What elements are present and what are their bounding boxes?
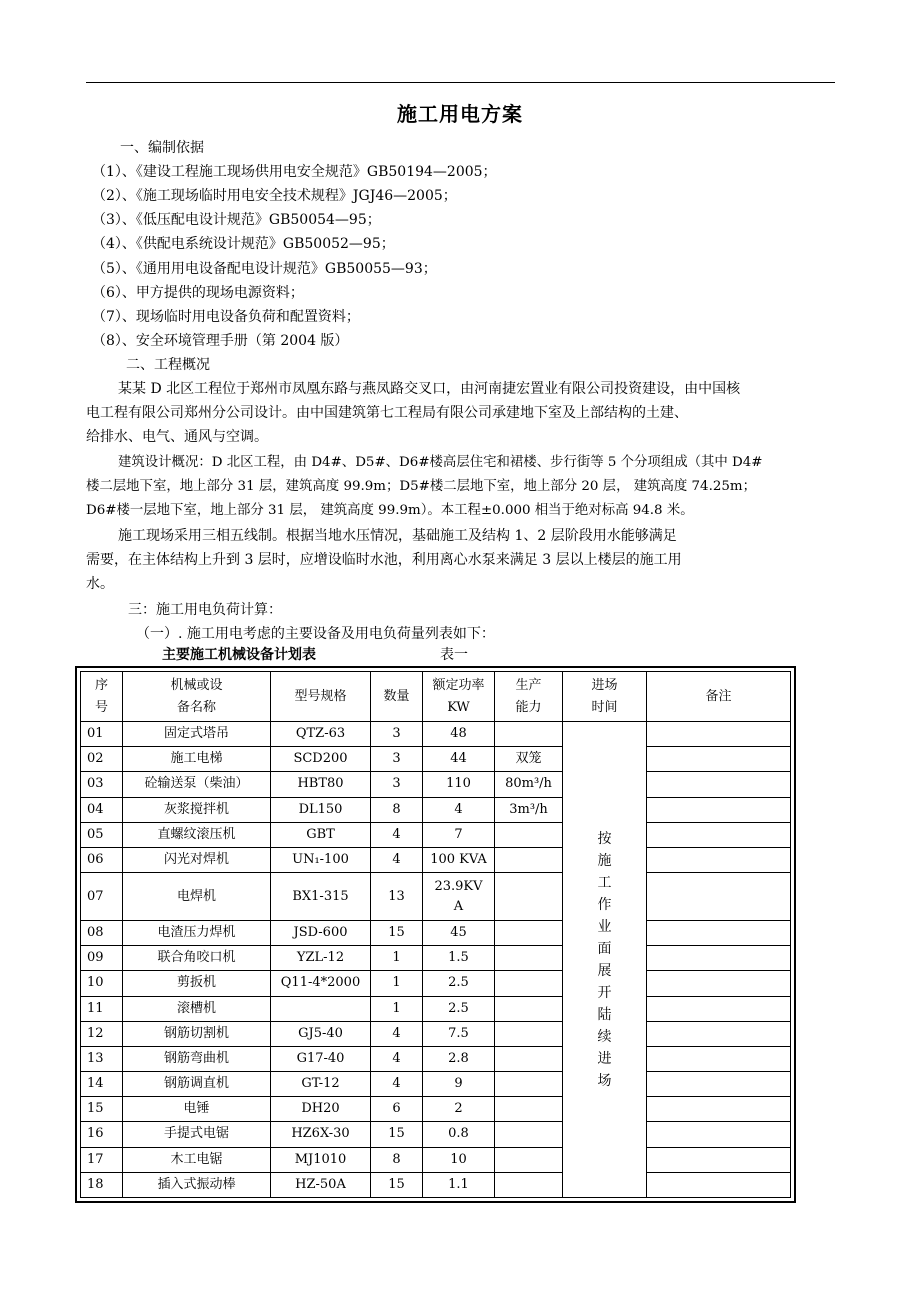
header-model: 型号规格 [271, 672, 371, 722]
cell-name: 木工电锯 [123, 1147, 271, 1172]
cell-no: 02 [81, 747, 123, 772]
cell-model: G17-40 [271, 1046, 371, 1071]
reference-item: （4）、《供配电系统设计规范》GB50052—95； [92, 236, 395, 252]
schedule-char: 面 [597, 940, 612, 957]
subsection-heading: （一）. 施工用电考虑的主要设备及用电负荷量列表如下： [136, 626, 495, 642]
header-seq [81, 672, 123, 722]
table-row [81, 1172, 791, 1197]
equipment-table-frame [75, 666, 796, 1203]
cell-no: 01 [81, 722, 123, 747]
schedule-char: 工 [597, 874, 612, 891]
cell-name: 剪扳机 [123, 971, 271, 996]
header-seq-line: 号 [94, 699, 108, 715]
cell-name: 钢筋弯曲机 [123, 1046, 271, 1071]
cell-qty: 1 [371, 946, 423, 971]
cell-remark [647, 1147, 791, 1172]
schedule-char: 场 [597, 1072, 612, 1089]
schedule-char: 按 [597, 830, 612, 847]
cell-power: 9 [423, 1072, 495, 1097]
cell-capacity [495, 1172, 563, 1197]
reference-item: （6）、甲方提供的现场电源资料； [92, 285, 304, 301]
cell-name: 施工电梯 [123, 747, 271, 772]
cell-model: DL150 [271, 797, 371, 822]
table-row [81, 1097, 791, 1122]
cell-power: 100 KVA [423, 847, 495, 872]
cell-power: 4 [423, 797, 495, 822]
cell-model: GJ5-40 [271, 1021, 371, 1046]
design-paragraph [86, 451, 838, 523]
cell-qty: 4 [371, 847, 423, 872]
cell-qty: 4 [371, 1021, 423, 1046]
cell-power: 10 [423, 1147, 495, 1172]
table-row [81, 921, 791, 946]
cell-no: 04 [81, 797, 123, 822]
cell-power [423, 873, 495, 921]
cell-no: 06 [81, 847, 123, 872]
cell-no: 17 [81, 1147, 123, 1172]
cell-qty: 15 [371, 1172, 423, 1197]
equipment-table [80, 671, 791, 1198]
cell-name: 滚槽机 [123, 996, 271, 1021]
header-name [123, 672, 271, 722]
cell-capacity [495, 1046, 563, 1071]
cell-name: 钢筋调直机 [123, 1072, 271, 1097]
cell-remark [647, 996, 791, 1021]
header-power-line: KW [447, 699, 470, 715]
cell-qty: 4 [371, 822, 423, 847]
design-line: 楼二层地下室，地上部分 31 层，建筑高度 99.9m；D5#楼二层地下室，地上部分 20 层， 建筑高度 74.25m； [86, 479, 756, 494]
schedule-char: 业 [597, 918, 612, 935]
cell-power: 0.8 [423, 1122, 495, 1147]
table-row [81, 1122, 791, 1147]
cell-model: HZ-50A [271, 1172, 371, 1197]
cell-no: 11 [81, 996, 123, 1021]
header-time-line: 时间 [591, 699, 618, 715]
cell-capacity [495, 971, 563, 996]
cell-capacity [495, 822, 563, 847]
header-remark: 备注 [647, 672, 791, 722]
cell-model: MJ1010 [271, 1147, 371, 1172]
water-line: 水。 [86, 576, 114, 592]
cell-capacity [495, 722, 563, 747]
cell-name: 钢筋切割机 [123, 1021, 271, 1046]
cell-model: GBT [271, 822, 371, 847]
cell-name: 砼输送泵（柴油） [123, 772, 271, 797]
cell-capacity [495, 1147, 563, 1172]
cell-capacity: 80m³/h [495, 772, 563, 797]
cell-remark [647, 946, 791, 971]
water-line: 需要，在主体结构上升到 3 层时，应增设临时水池，利用离心水泵来满足 3 层以上楼层的施工用 [86, 552, 682, 568]
cell-name: 灰浆搅拌机 [123, 797, 271, 822]
cell-capacity [495, 1122, 563, 1147]
cell-model: HZ6X-30 [271, 1122, 371, 1147]
table-row [81, 722, 791, 747]
document-title: 施工用电方案 [397, 102, 523, 126]
cell-name: 电焊机 [123, 873, 271, 921]
cell-qty: 13 [371, 873, 423, 921]
cell-model: YZL-12 [271, 946, 371, 971]
cell-qty: 1 [371, 996, 423, 1021]
cell-model: GT-12 [271, 1072, 371, 1097]
cell-capacity [495, 996, 563, 1021]
overview-line: 给排水、电气、通风与空调。 [86, 429, 268, 445]
header-power-line: 额定功率 [432, 677, 485, 693]
header-power [423, 672, 495, 722]
cell-qty: 8 [371, 1147, 423, 1172]
reference-item: （8）、安全环境管理手册（第 2004 版） [92, 333, 349, 349]
cell-no: 09 [81, 946, 123, 971]
cell-remark [647, 1122, 791, 1147]
schedule-char: 进 [597, 1050, 612, 1067]
header-name-line: 备名称 [176, 699, 216, 715]
cell-remark [647, 797, 791, 822]
reference-item: （1）、《建设工程施工现场供用电安全规范》GB50194—2005； [92, 164, 497, 180]
cell-power: 2.5 [423, 971, 495, 996]
cell-name: 电锤 [123, 1097, 271, 1122]
table-row [81, 772, 791, 797]
cell-power: 44 [423, 747, 495, 772]
table-row [81, 847, 791, 872]
cell-capacity [495, 1072, 563, 1097]
cell-remark [647, 971, 791, 996]
overview-paragraph [86, 377, 838, 449]
cell-model: QTZ-63 [271, 722, 371, 747]
cell-qty: 6 [371, 1097, 423, 1122]
cell-power: 1.5 [423, 946, 495, 971]
cell-power-line: 23.9KV [434, 878, 483, 894]
cell-qty: 1 [371, 971, 423, 996]
table-header-row [81, 672, 791, 722]
cell-qty: 3 [371, 772, 423, 797]
header-entry-time [563, 672, 647, 722]
cell-qty: 4 [371, 1046, 423, 1071]
table-row [81, 1046, 791, 1071]
cell-model: SCD200 [271, 747, 371, 772]
cell-name: 闪光对焊机 [123, 847, 271, 872]
cell-qty: 15 [371, 921, 423, 946]
table-number: 表一 [440, 647, 468, 663]
cell-remark [647, 921, 791, 946]
design-line: 建筑设计概况：D 北区工程，由 D4#、D5#、D6#楼高层住宅和裙楼、步行街等 5 个分项组成（其中 D4# [118, 455, 763, 470]
table-row [81, 822, 791, 847]
cell-power: 45 [423, 921, 495, 946]
header-seq-line: 序 [94, 677, 108, 693]
cell-remark [647, 772, 791, 797]
cell-capacity [495, 1097, 563, 1122]
water-line: 施工现场采用三相五线制。根据当地水压情况，基础施工及结构 1、2 层阶段用水能够满足 [118, 528, 677, 544]
cell-remark [647, 822, 791, 847]
header-name-line: 机械或设 [170, 677, 223, 693]
cell-qty: 4 [371, 1072, 423, 1097]
cell-remark [647, 873, 791, 921]
table-row [81, 797, 791, 822]
cell-remark [647, 1072, 791, 1097]
cell-no: 13 [81, 1046, 123, 1071]
cell-name: 固定式塔吊 [123, 722, 271, 747]
table-caption: 主要施工机械设备计划表 [162, 647, 316, 663]
cell-capacity [495, 873, 563, 921]
cell-model: BX1-315 [271, 873, 371, 921]
cell-model: HBT80 [271, 772, 371, 797]
cell-name: 手提式电锯 [123, 1122, 271, 1147]
header-rule [86, 82, 835, 83]
header-qty: 数量 [371, 672, 423, 722]
section3-heading: 三：施工用电负荷计算： [128, 602, 282, 618]
cell-remark [647, 1021, 791, 1046]
cell-model [271, 996, 371, 1021]
reference-item: （5）、《通用用电设备配电设计规范》GB50055—93； [92, 261, 437, 277]
cell-no: 16 [81, 1122, 123, 1147]
water-paragraph [86, 524, 838, 596]
cell-power-line: A [453, 898, 464, 914]
table-row [81, 1147, 791, 1172]
cell-remark [647, 1172, 791, 1197]
cell-capacity [495, 921, 563, 946]
cell-qty: 8 [371, 797, 423, 822]
cell-model: UN₁-100 [271, 847, 371, 872]
cell-power: 1.1 [423, 1172, 495, 1197]
table-row [81, 996, 791, 1021]
schedule-char: 作 [597, 896, 612, 913]
table-row [81, 747, 791, 772]
table-row [81, 946, 791, 971]
cell-capacity [495, 847, 563, 872]
reference-item: （7）、现场临时用电设备负荷和配置资料； [92, 309, 360, 325]
cell-model: JSD-600 [271, 921, 371, 946]
header-time-line: 进场 [591, 677, 618, 693]
cell-remark [647, 847, 791, 872]
reference-item: （3）、《低压配电设计规范》GB50054—95； [92, 212, 381, 228]
schedule-char: 开 [597, 984, 612, 1001]
cell-capacity: 3m³/h [495, 797, 563, 822]
cell-no: 03 [81, 772, 123, 797]
cell-capacity [495, 946, 563, 971]
cell-no: 12 [81, 1021, 123, 1046]
cell-qty: 15 [371, 1122, 423, 1147]
cell-power: 2.5 [423, 996, 495, 1021]
cell-power: 7 [423, 822, 495, 847]
schedule-char: 展 [597, 962, 612, 979]
cell-entry-schedule [563, 722, 647, 1198]
header-capacity-line: 能力 [515, 699, 542, 715]
cell-no: 08 [81, 921, 123, 946]
overview-line: 某某 D 北区工程位于郑州市凤凰东路与燕凤路交叉口，由河南捷宏置业有限公司投资建设，由中国核 [118, 381, 741, 397]
schedule-char: 陆 [597, 1006, 612, 1023]
cell-power: 48 [423, 722, 495, 747]
table-row [81, 873, 791, 921]
cell-remark [647, 1097, 791, 1122]
table-row [81, 971, 791, 996]
header-capacity-line: 生产 [515, 677, 542, 693]
cell-name: 直螺纹滚压机 [123, 822, 271, 847]
cell-power: 2 [423, 1097, 495, 1122]
cell-no: 07 [81, 873, 123, 921]
section1-heading: 一、编制依据 [120, 140, 204, 156]
section2-heading: 二、工程概况 [126, 357, 210, 373]
schedule-char: 续 [597, 1028, 612, 1045]
cell-power: 110 [423, 772, 495, 797]
reference-item: （2）、《施工现场临时用电安全技术规程》JGJ46—2005； [92, 188, 457, 204]
cell-power: 2.8 [423, 1046, 495, 1071]
cell-no: 14 [81, 1072, 123, 1097]
table-row [81, 1072, 791, 1097]
cell-capacity [495, 1021, 563, 1046]
cell-name: 插入式振动棒 [123, 1172, 271, 1197]
cell-remark [647, 722, 791, 747]
cell-model: Q11-4*2000 [271, 971, 371, 996]
cell-capacity: 双笼 [495, 747, 563, 772]
cell-model: DH20 [271, 1097, 371, 1122]
cell-no: 18 [81, 1172, 123, 1197]
cell-remark [647, 747, 791, 772]
cell-no: 15 [81, 1097, 123, 1122]
design-line: D6#楼一层地下室，地上部分 31 层， 建筑高度 99.9m）。本工程±0.000 相当于绝对标高 94.8 米。 [86, 503, 694, 518]
overview-line: 电工程有限公司郑州分公司设计。由中国建筑第七工程局有限公司承建地下室及上部结构的土建、 [86, 405, 688, 421]
cell-qty: 3 [371, 722, 423, 747]
cell-name: 联合角咬口机 [123, 946, 271, 971]
cell-no: 10 [81, 971, 123, 996]
cell-remark [647, 1046, 791, 1071]
cell-no: 05 [81, 822, 123, 847]
cell-name: 电渣压力焊机 [123, 921, 271, 946]
cell-power: 7.5 [423, 1021, 495, 1046]
cell-qty: 3 [371, 747, 423, 772]
schedule-char: 施 [597, 852, 612, 869]
header-capacity [495, 672, 563, 722]
table-row [81, 1021, 791, 1046]
